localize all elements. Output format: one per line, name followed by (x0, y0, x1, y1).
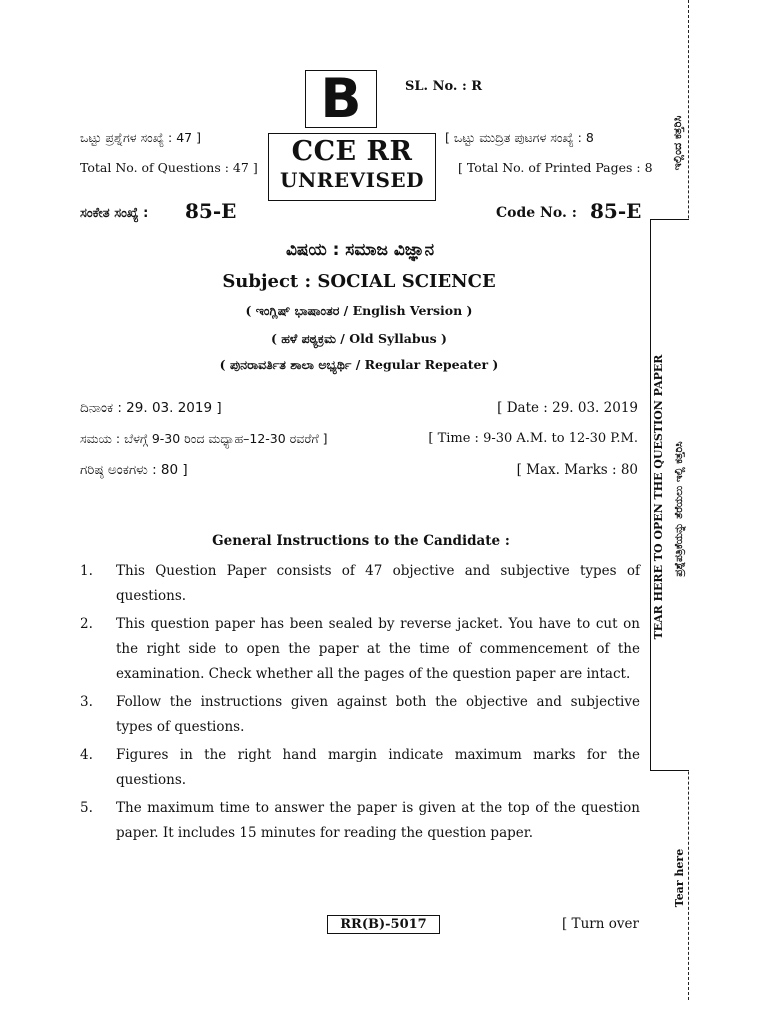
en-tear-here: Tear here (673, 848, 686, 908)
instruction-number: 1. (80, 563, 93, 579)
paper-code-box (327, 915, 440, 934)
version-line: ( ಇಂಗ್ಲಿಷ್ ಭಾಷಾಂತರ / English Version ) (245, 303, 473, 318)
instruction-text: Figures in the right hand margin indicate maximum marks for the questions. (116, 747, 640, 788)
instruction-text: This Question Paper consists of 47 objective and subjective types of questions. (116, 563, 640, 604)
kn-date: ದಿನಾಂಕ : 29. 03. 2019 ] (80, 400, 222, 416)
instruction-item (80, 743, 640, 793)
en-total-questions: Total No. of Questions : 47 ] (80, 160, 258, 175)
instructions-heading: General Instructions to the Candidate : (212, 533, 510, 549)
en-time: [ Time : 9-30 A.M. to 12-30 P.M. (428, 431, 638, 446)
instruction-number: 4. (80, 747, 93, 763)
kn-time: ಸಮಯ : ಬೆಳಗ್ಗೆ 9-30 ರಿಂದ ಮಧ್ಯಾಹ–12-30 ರವರೆಗೆ ] (80, 431, 328, 446)
instruction-item (80, 612, 640, 687)
candidate-line: ( ಪುನರಾವರ್ತಿತ ಶಾಲಾ ಅಭ್ಯರ್ಥಿ / Regular Repeater ) (219, 357, 499, 372)
instruction-text: The maximum time to answer the paper is given at the top of the question paper. It includes 15 minutes for reading the question paper. (116, 800, 640, 841)
instruction-text: This question paper has been sealed by reverse jacket. You have to cut on the right side to open the paper at the time of commencement of the examination. Check whether all the pages of the question paper are intact. (116, 616, 640, 682)
brand-title: CCE RR (291, 136, 413, 167)
en-code-value: 85-E (590, 199, 642, 223)
en-marks: [ Max. Marks : 80 (516, 462, 638, 478)
instruction-number: 3. (80, 694, 93, 710)
en-code-label: Code No. : (496, 205, 577, 221)
kn-subject: ವಿಷಯ : ಸಮಾಜ ವಿಜ್ಞಾನ (285, 240, 435, 260)
kn-tear-open: ಪ್ರಶ್ನೆಪತ್ರಿಕೆಯನ್ನು ತೆರೆಯಲು ಇಲ್ಲಿ ಕತ್ತರಿಸಿ (673, 441, 685, 577)
instruction-item (80, 690, 640, 740)
brand-box (268, 133, 436, 201)
turn-over: [ Turn over (562, 916, 639, 932)
kn-total-questions: ಒಟ್ಟು ಪ್ರಶ್ನೆಗಳ ಸಂಖ್ಯೆ : 47 ] (80, 130, 201, 145)
kn-code-label: ಸಂಕೇತ ಸಂಖ್ಯೆ : (80, 206, 149, 221)
en-tear-open: TEAR HERE TO OPEN THE QUESTION PAPER (652, 354, 665, 640)
set-letter-box (305, 67, 377, 130)
kn-total-pages: [ ಒಟ್ಟು ಮುದ್ರಿತ ಪುಟಗಳ ಸಂಖ್ಯೆ : 8 (445, 130, 594, 145)
kn-marks: ಗರಿಷ್ಠ ಅಂಕಗಳು : 80 ] (80, 462, 188, 478)
set-letter: B (320, 67, 362, 130)
syllabus-line: ( ಹಳೆ ಪಠ್ಯಕ್ರಮ / Old Syllabus ) (271, 331, 447, 346)
paper-code: RR(B)-5017 (340, 917, 427, 932)
en-subject: Subject : SOCIAL SCIENCE (222, 271, 496, 292)
instruction-item (80, 796, 640, 846)
kn-tear-top: ಇಲ್ಲಿಂದ ಕತ್ತರಿಸಿ (671, 115, 684, 171)
instruction-text: Follow the instructions given against both the objective and subjective types of questions. (116, 694, 640, 735)
en-total-pages: [ Total No. of Printed Pages : 8 (458, 160, 653, 175)
en-date: [ Date : 29. 03. 2019 (497, 400, 638, 416)
kn-code-value: 85-E (185, 199, 237, 223)
brand-subtitle: UNREVISED (280, 168, 424, 192)
sl-no: SL. No. : R (405, 79, 483, 94)
instruction-item (80, 559, 640, 609)
instruction-number: 5. (80, 800, 93, 816)
instruction-number: 2. (80, 616, 93, 632)
